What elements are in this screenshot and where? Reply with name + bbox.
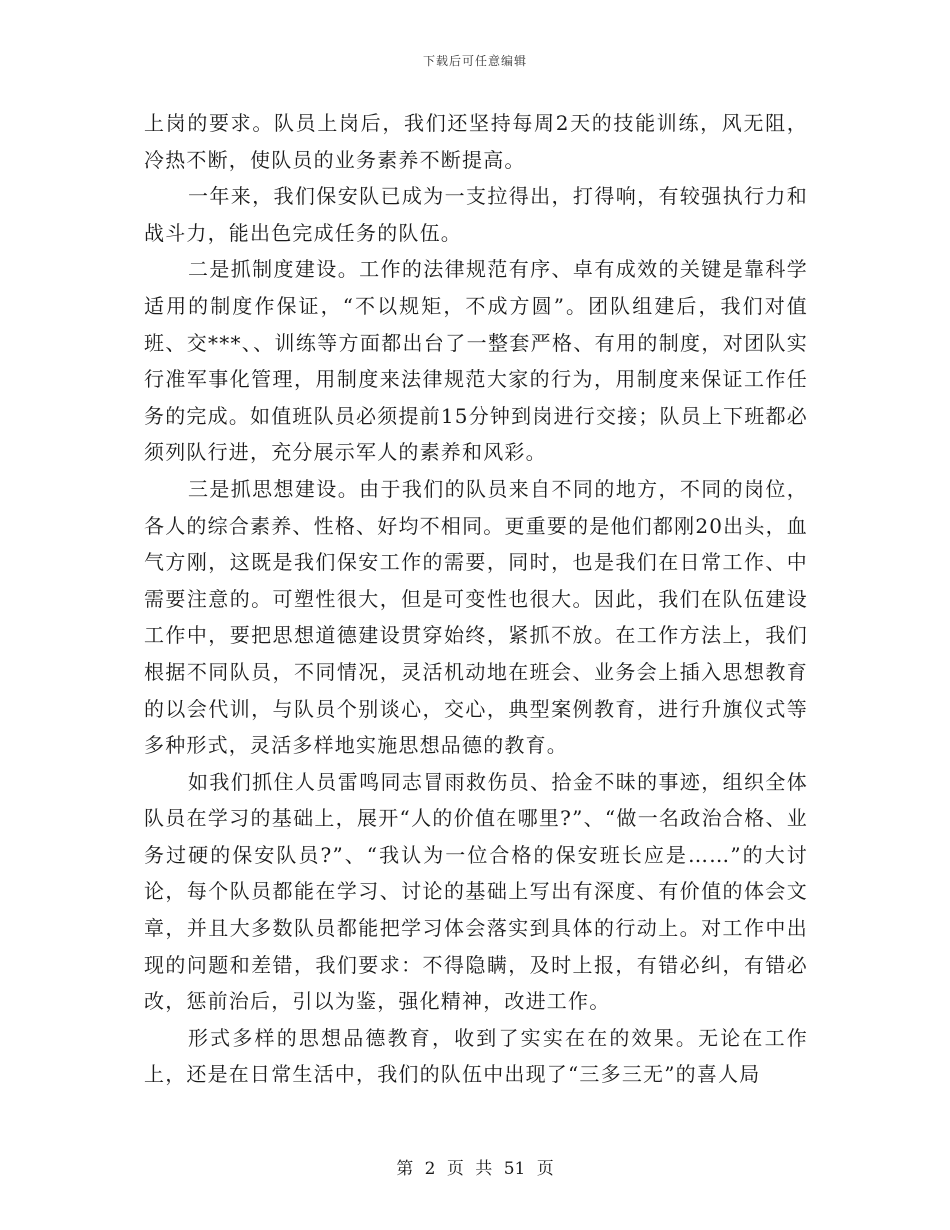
paragraph-3: 二是抓制度建设。工作的法律规范有序、卓有成效的关键是靠科学适用的制度作保证，“不以规矩，不成方圆”。团队组建后，我们对值班、交***、、训练等方面都出台了一整套严格、有用的制度，对团队实行准军事化管理，用制度来法律规范大家的行为，用制度来保证工作任务的完成。如值班队员必须提前15分钟到岗进行交接；队员上下班都必须列队行进，充分展示军人的素养和风彩。 <box>144 257 808 465</box>
document-body <box>144 105 808 1093</box>
paragraph-2: 一年来，我们保安队已成为一支拉得出，打得响，有较强执行力和战斗力，能出色完成任务的队伍。 <box>144 184 808 245</box>
header-note: 下载后可任意编辑 <box>422 54 527 68</box>
paragraph-6: 形式多样的思想品德教育，收到了实实在在的效果。无论在工作上，还是在日常生活中，我们的队伍中出现了“三多三无”的喜人局 <box>144 1025 808 1087</box>
paragraph-5: 如我们抓住人员雷鸣同志冒雨救伤员、拾金不昧的事迹，组织全体队员在学习的基础上，展开“人的价值在哪里?”、“做一名政治合格、业务过硬的保安队员?”、“我认为一位合格的保安班长应是……”的大讨论，每个队员都能在学习、讨论的基础上写出有深度、有价值的体会文章，并且大多数队员都能把学习体会落实到具体的行动上。对工作中出现的问题和差错，我们要求：不得隐瞒，及时上报，有错必纠，有错必改，惩前治后，引以为鉴，强化精神，改进工作。 <box>144 769 808 1014</box>
paragraph-1: 上岗的要求。队员上岗后，我们还坚持每周2天的技能训练，风无阻，冷热不断，使队员的业务素养不断提高。 <box>144 111 808 172</box>
paragraph-4: 三是抓思想建设。由于我们的队员来自不同的地方，不同的岗位，各人的综合素养、性格、好均不相同。更重要的是他们都刚20出头，血气方刚，这既是我们保安工作的需要，同时，也是我们在日常工作、中需要注意的。可塑性很大，但是可变性也很大。因此，我们在队伍建设工作中，要把思想道德建设贯穿始终，紧抓不放。在工作方法上，我们根据不同队员，不同情况，灵活机动地在班会、业务会上插入思想教育的以会代训，与队员个别谈心，交心，典型案例教育，进行升旗仪式等多种形式，灵活多样地实施思想品德的教育。 <box>144 476 808 758</box>
page-number: 第 2 页 共 51 页 <box>396 1159 554 1179</box>
